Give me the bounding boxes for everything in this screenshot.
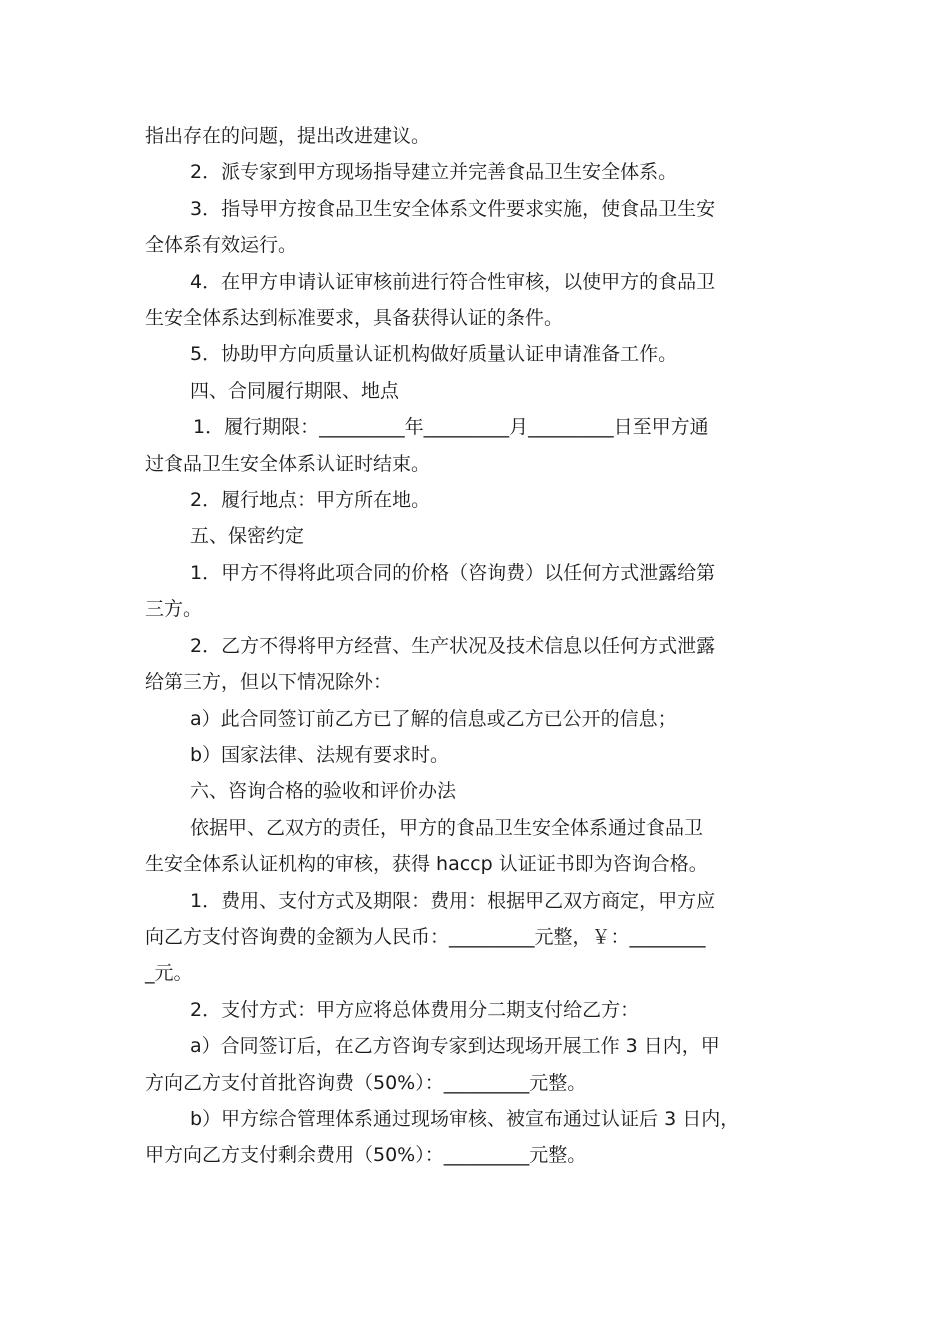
text-line: 方向乙方支付首批咨询费（50%）：_________元整。 bbox=[145, 1071, 587, 1094]
text-line: 给第三方，但以下情况除外： bbox=[145, 671, 393, 694]
list-item: b）甲方综合管理体系通过现场审核、被宣布通过认证后 3 日内， bbox=[190, 1107, 740, 1130]
text-line: 生安全体系认证机构的审核，获得 haccp 认证证书即为咨询合格。 bbox=[145, 853, 708, 876]
section-heading: 五、保密约定 bbox=[190, 525, 305, 548]
text-line: 指出存在的问题，提出改进建议。 bbox=[145, 125, 431, 147]
text-line: 向乙方支付咨询费的金额为人民币：_________元整，￥：________ bbox=[145, 925, 706, 948]
document-body bbox=[145, 118, 815, 1174]
list-item: 2．乙方不得将甲方经营、生产状况及技术信息以任何方式泄露 bbox=[190, 634, 716, 657]
list-item: 1．甲方不得将此项合同的价格（咨询费）以任何方式泄露给第 bbox=[190, 561, 716, 584]
list-item: 1．费用、支付方式及期限：费用：根据甲乙双方商定，甲方应 bbox=[190, 889, 716, 912]
list-item: 2．派专家到甲方现场指导建立并完善食品卫生安全体系。 bbox=[190, 161, 678, 184]
paragraph: 依据甲、乙双方的责任，甲方的食品卫生安全体系通过食品卫 bbox=[190, 816, 704, 839]
list-item: a）此合同签订前乙方已了解的信息或乙方已公开的信息； bbox=[190, 707, 677, 730]
text-line: 过食品卫生安全体系认证时结束。 bbox=[145, 452, 431, 475]
list-item: 2．支付方式：甲方应将总体费用分二期支付给乙方： bbox=[190, 998, 640, 1021]
list-item: 2．履行地点：甲方所在地。 bbox=[190, 489, 431, 512]
list-item: b）国家法律、法规有要求时。 bbox=[190, 743, 450, 766]
section-heading: 四、合同履行期限、地点 bbox=[190, 379, 400, 402]
list-item: a）合同签订后，在乙方咨询专家到达现场开展工作 3 日内，甲 bbox=[190, 1035, 720, 1058]
list-item: 5．协助甲方向质量认证机构做好质量认证申请准备工作。 bbox=[190, 343, 678, 366]
list-item: 4．在甲方申请认证审核前进行符合性审核，以使甲方的食品卫 bbox=[190, 270, 716, 293]
list-item: 3．指导甲方按食品卫生安全体系文件要求实施，使食品卫生安 bbox=[190, 197, 716, 220]
text-line: 三方。 bbox=[145, 598, 203, 621]
section-heading: 六、咨询合格的验收和评价办法 bbox=[190, 780, 457, 803]
text-line: 甲方向乙方支付剩余费用（50%）：_________元整。 bbox=[145, 1144, 587, 1167]
text-line: _元。 bbox=[145, 962, 193, 985]
text-line: 全体系有效运行。 bbox=[145, 234, 298, 257]
text-line: 生安全体系达到标准要求，具备获得认证的条件。 bbox=[145, 307, 564, 330]
list-item: 1．履行期限：_________年_________月_________日至甲方通 bbox=[193, 416, 709, 439]
